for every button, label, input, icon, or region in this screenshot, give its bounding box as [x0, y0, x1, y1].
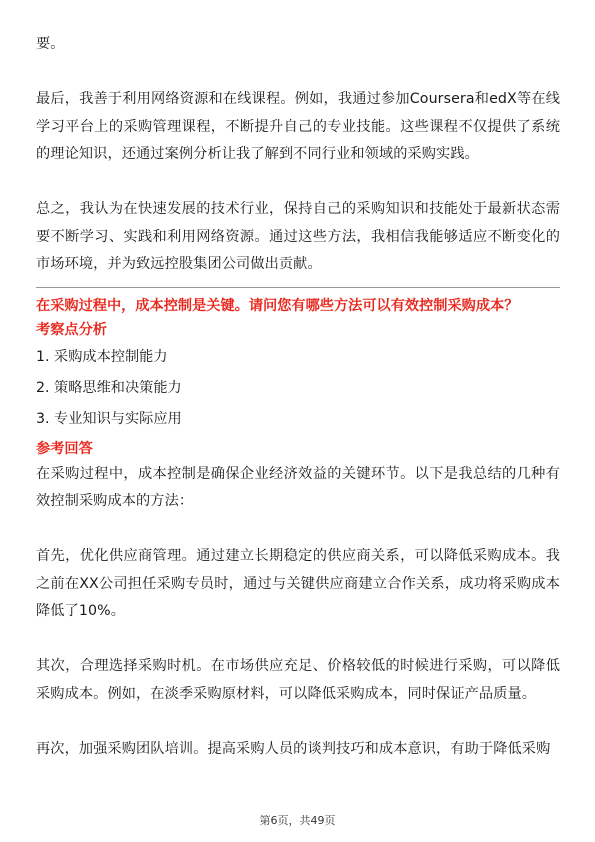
answer-title: 参考回答: [36, 440, 93, 457]
paragraph-continuation: 要。: [36, 36, 65, 52]
analysis-item: 2. 策略思维和决策能力: [36, 379, 182, 396]
analysis-title: 考察点分析: [36, 321, 107, 338]
analysis-item: 1. 采购成本控制能力: [36, 348, 168, 365]
paragraph-online-learning: 最后，我善于利用网络资源和在线课程。例如，我通过参加Coursera和edX等在线学习平台上的采购管理课程，不断提升自己的专业技能。这些课程不仅提供了系统的理论知识，还通过案例分析让我了解到不同行业和领域的采购实践。: [36, 91, 560, 162]
document-page: [36, 31, 560, 763]
answer-paragraph-training: 再次，加强采购团队培训。提高采购人员的谈判技巧和成本意识，有助于降低采购: [36, 740, 551, 757]
page-footer: 第6页，共49页: [259, 814, 336, 827]
paragraph-conclusion: 总之，我认为在快速发展的技术行业，保持自己的采购知识和技能处于最新状态需要不断学习、实践和利用网络资源。通过这些方法，我相信我能够适应不断变化的市场环境，并为致远控股集团公司做出贡献。: [36, 201, 560, 272]
analysis-item: 3. 专业知识与实际应用: [36, 410, 182, 427]
section-divider: [36, 287, 560, 288]
answer-paragraph-supplier: 首先，优化供应商管理。通过建立长期稳定的供应商关系，可以降低采购成本。我之前在XX公司担任采购专员时，通过与关键供应商建立合作关系，成功将采购成本降低了10%。: [36, 548, 560, 619]
answer-paragraph-timing: 其次，合理选择采购时机。在市场供应充足、价格较低的时候进行采购，可以降低采购成本。例如，在淡季采购原材料，可以降低采购成本，同时保证产品质量。: [36, 658, 560, 702]
answer-paragraph-intro: 在采购过程中，成本控制是确保企业经济效益的关键环节。以下是我总结的几种有效控制采购成本的方法：: [36, 465, 560, 509]
interview-question: 在采购过程中，成本控制是关键。请问您有哪些方法可以有效控制采购成本？: [36, 297, 519, 314]
